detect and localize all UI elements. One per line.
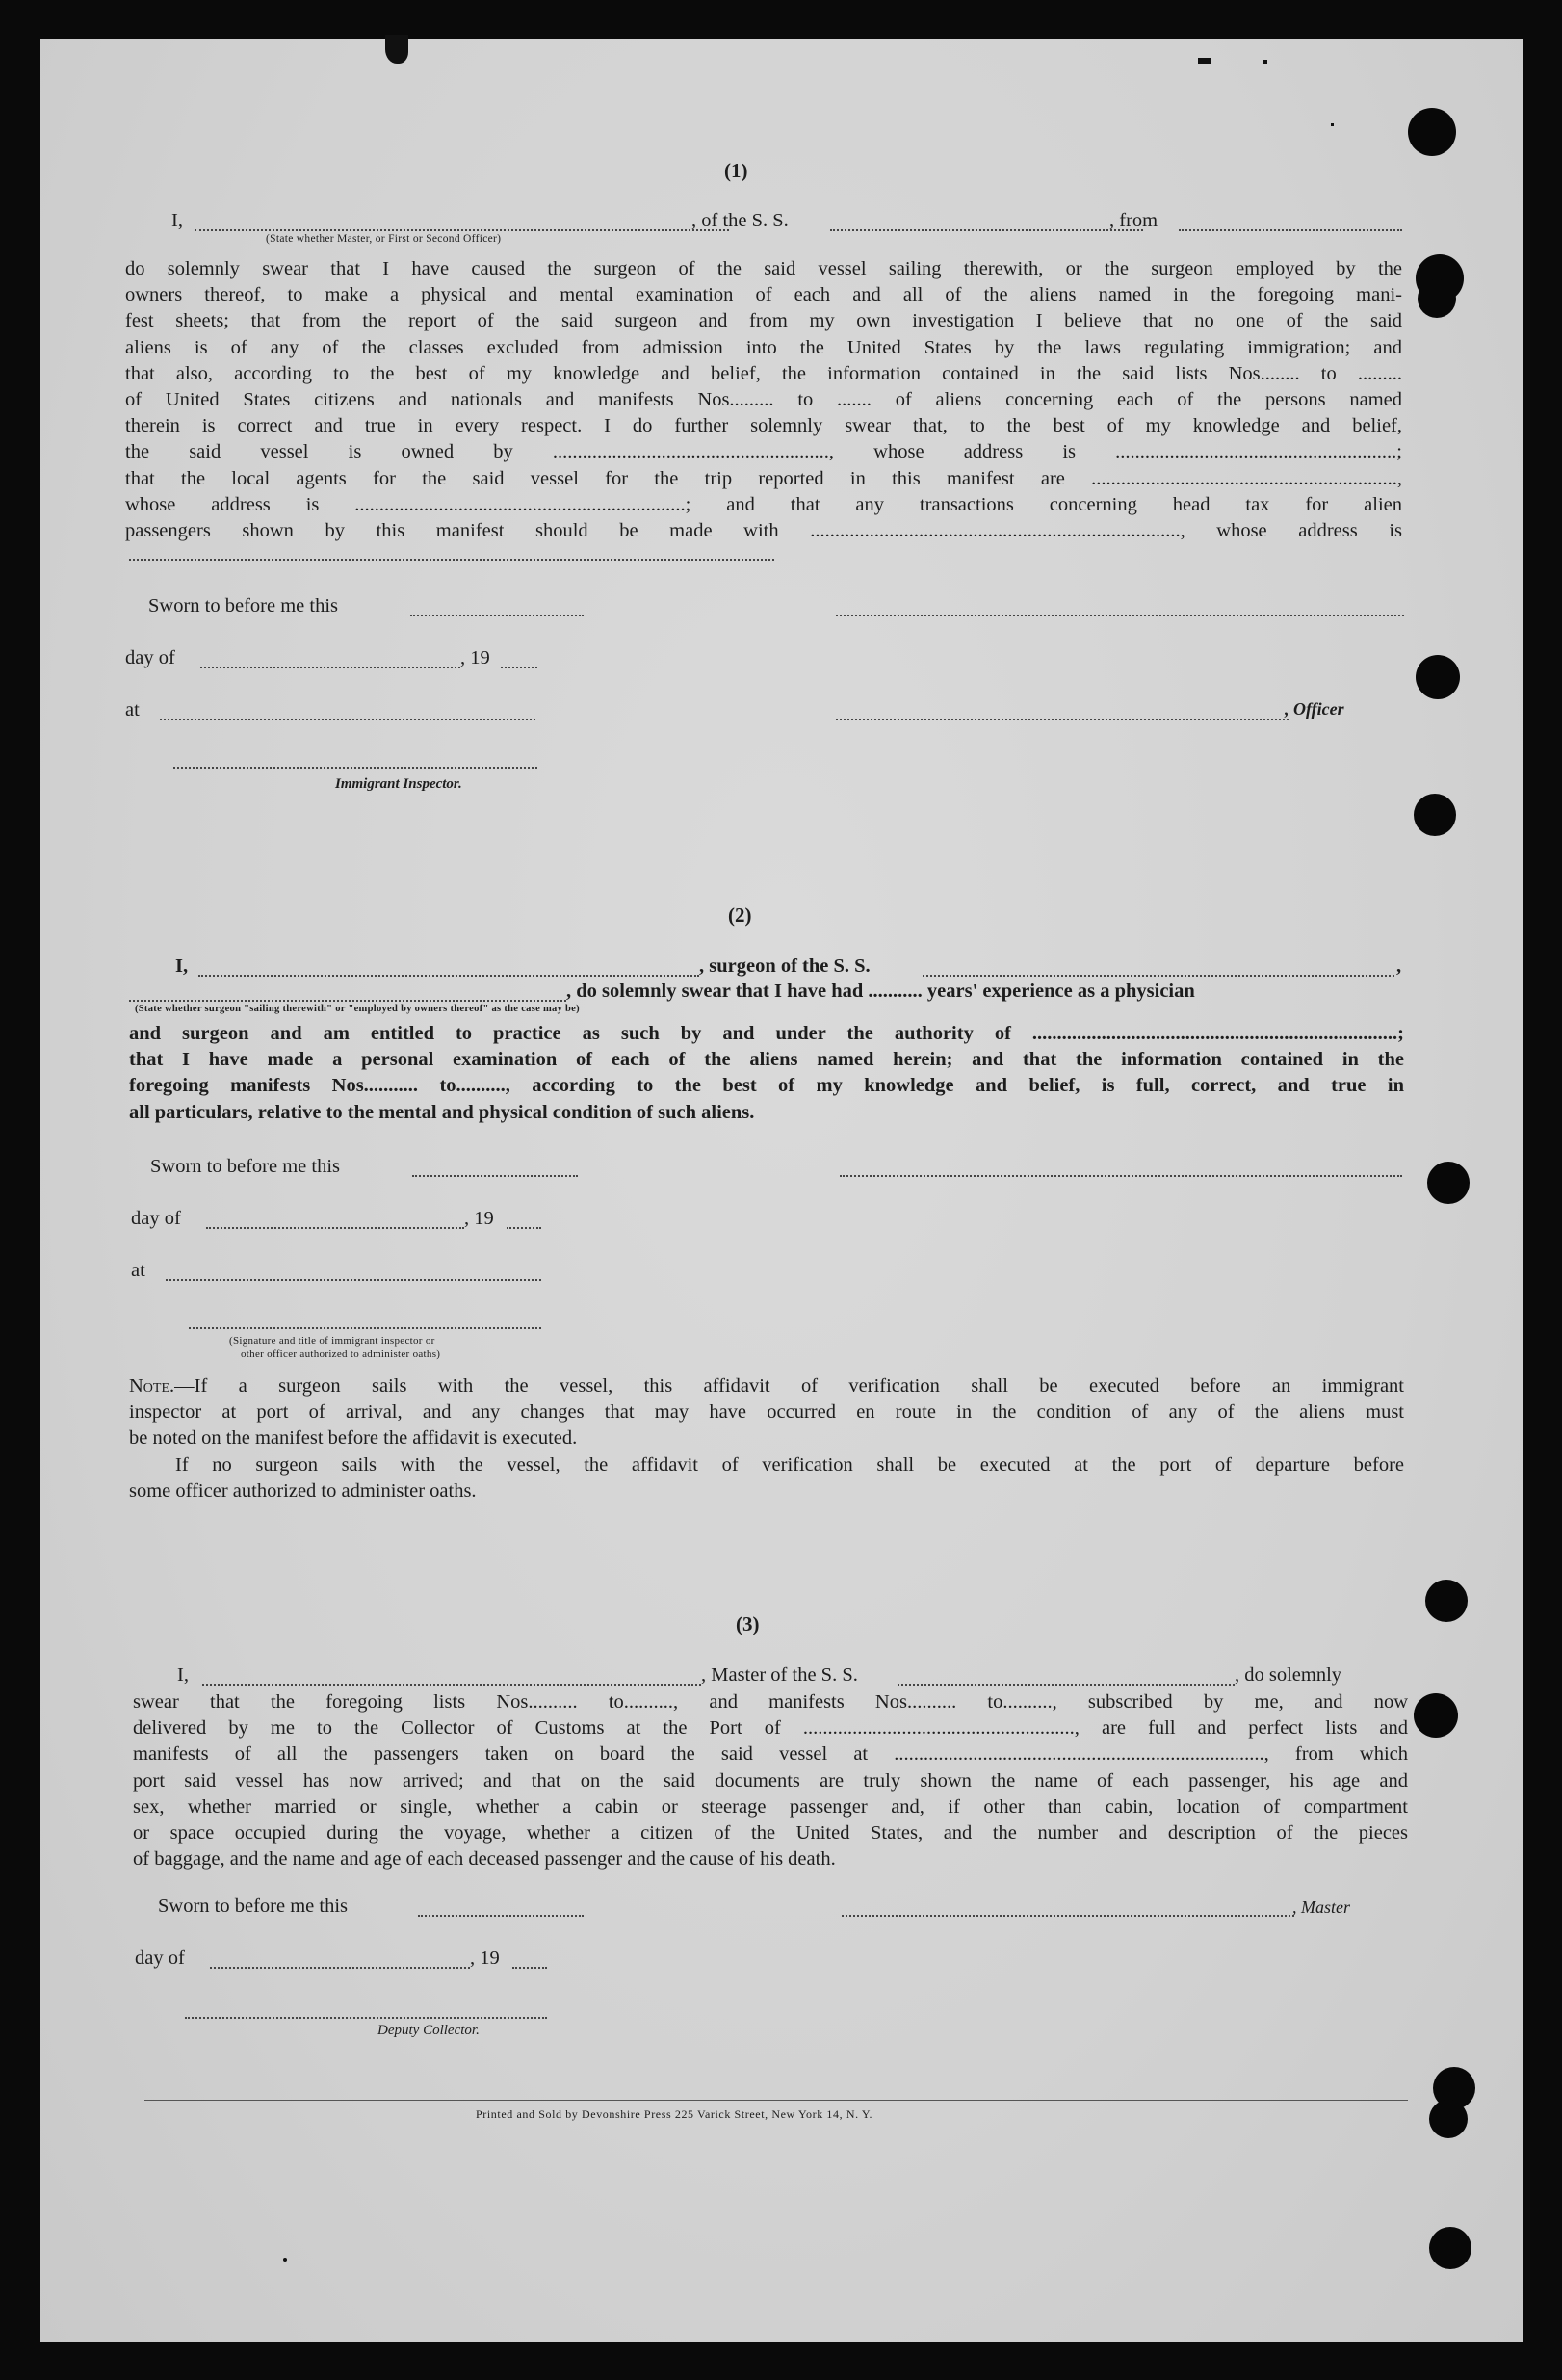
s1-inspector-signature-field[interactable] [173,767,537,769]
binder-hole [1427,1162,1470,1204]
paper-speck [283,2258,287,2262]
s3-oath-paragraph [133,1689,1408,1872]
printer-imprint: Printed and Sold by Devonshire Press 225 Varick Street, New York 14, N. Y. [476,2107,873,2121]
binder-hole [1429,2100,1468,2138]
s3-line: port said vessel has now arrived; and that on the said documents are truly shown the name of each passenger, his age and [133,1769,1408,1792]
binder-hole [1429,2227,1471,2269]
binder-hole [1414,794,1456,836]
s1-line: the said vessel is owned by ........................................................, whose address is .........................................................; [125,441,1402,463]
s1-inspector-label: Immigrant Inspector. [335,776,462,792]
paper-speck [1331,123,1334,126]
s3-year-field[interactable] [512,1967,547,1969]
s3-year-label: , 19 [470,1948,500,1969]
binder-hole [1414,1693,1458,1738]
s3-month-field[interactable] [210,1967,470,1969]
s2-oath-paragraph [129,1021,1404,1126]
s1-at-label: at [125,699,140,720]
s1-line: whose address is ...................................................................; and that any transactions concerning head tax for alien [125,493,1402,515]
s1-line: passengers shown by this manifest should be made with ..........................................................................., whose address is [125,520,1402,542]
s1-of-ss-label: , of the S. S. [691,210,789,231]
s2-signature-field[interactable] [840,1175,1402,1177]
s1-officer-hint: (State whether Master, or First or Second Officer) [266,233,502,245]
binder-hole [1418,279,1456,318]
s1-line: that also, according to the best of my knowledge and belief, the information contained in the said lists Nos........ to ......... [125,362,1402,384]
note-label: Note. [129,1375,175,1397]
s2-vessel-name-field[interactable] [923,975,1394,977]
s2-sworn-day-field[interactable] [412,1175,578,1177]
s3-master-of-ss-label: , Master of the S. S. [701,1664,858,1686]
s1-from-label: , from [1109,210,1158,231]
s1-line: do solemnly swear that I have caused the surgeon of the said vessel sailing therewith, or the surgeon employed by the [125,258,1402,279]
paper-speck [1198,58,1211,64]
s2-sig-hint-2: other officer authorized to administer oaths) [241,1348,441,1360]
s1-line: fest sheets; that from the report of the said surgeon and from my own investigation I believe that no one of the said [125,310,1402,332]
s1-line: of United States citizens and nationals and manifests Nos......... to ....... of aliens concerning each of the persons named [125,389,1402,411]
s1-headtax-address-field[interactable] [129,559,774,561]
s2-line: foregoing manifests Nos........... to.........., according to the best of my knowledge and belief, is full, correct, and true in [129,1075,1404,1097]
s3-collector-label: Deputy Collector. [377,2023,480,2038]
note-line: be noted on the manifest before the affidavit is executed. [129,1427,578,1450]
binder-hole [1416,655,1460,699]
s3-line: delivered by me to the Collector of Customs at the Port of ......................................................., are full and perfect lists and [133,1717,1408,1739]
s3-solemnly-label: , do solemnly [1235,1664,1342,1686]
binder-hole [1408,108,1456,156]
s2-surgeon-of-ss-label: , surgeon of the S. S. [699,955,871,977]
s3-sworn-label: Sworn to before me this [158,1896,348,1917]
s1-dayof-label: day of [125,647,175,668]
section-3-number: (3) [736,1612,760,1635]
s1-oath-paragraph [125,256,1402,544]
s2-dayof-label: day of [131,1208,181,1229]
s3-line: sex, whether married or single, whether a cabin or steerage passenger and, if other than cabin, location of compartment [133,1795,1408,1818]
s2-surgeon-status-field[interactable] [129,1000,566,1002]
s2-inspector-signature-field[interactable] [189,1327,541,1329]
s2-surgeon-hint: (State whether surgeon "sailing therewith" or "employed by owners thereof" as the case may be) [135,1004,580,1014]
s1-officer-signature-field[interactable] [836,719,1289,720]
s2-year-label: , 19 [464,1208,494,1229]
s2-i-label: I, [175,955,189,977]
s3-master-label: , Master [1292,1897,1350,1917]
s1-officer-label: , Officer [1285,699,1344,719]
s2-line: all particulars, relative to the mental and physical condition of such aliens. [129,1101,755,1123]
form-sheet [40,39,1523,2342]
footer-rule [144,2100,1408,2101]
s3-sworn-day-field[interactable] [418,1915,584,1917]
s3-master-signature-field[interactable] [842,1915,1294,1917]
s3-line: swear that the foregoing lists Nos.......... to.........., and manifests Nos.......... to.........., subscribed by me, and now [133,1691,1408,1713]
paper-speck [1263,60,1267,64]
s1-month-field[interactable] [200,667,460,668]
s2-sig-hint-1: (Signature and title of immigrant inspector or [229,1335,435,1347]
note-line: If no surgeon sails with the vessel, the affidavit of verification shall be executed at the port of departure before [175,1453,1404,1476]
s1-sworn-label: Sworn to before me this [148,595,338,616]
s2-at-label: at [131,1260,145,1281]
s3-i-label: I, [177,1664,189,1686]
s3-master-name-field[interactable] [202,1684,701,1686]
paper-damage [385,35,408,64]
s1-line: therein is correct and true in every respect. I do further solemnly swear that, to the best of my knowledge and belief, [125,415,1402,437]
s1-year-label: , 19 [460,647,490,668]
s3-line: of baggage, and the name and age of each deceased passenger and the cause of his death. [133,1848,836,1870]
s2-line-end: , [1396,955,1402,977]
s2-month-field[interactable] [206,1227,464,1229]
note-line: inspector at port of arrival, and any changes that may have occurred en route in the condition of any of the aliens must [129,1401,1404,1424]
note-line: some officer authorized to administer oaths. [129,1479,477,1502]
s1-line: owners thereof, to make a physical and mental examination of each and all of the aliens named in the foregoing mani- [125,284,1402,306]
s1-i-label: I, [171,210,183,231]
s3-dayof-label: day of [135,1948,185,1969]
s2-sworn-label: Sworn to before me this [150,1156,340,1177]
s3-line: manifests of all the passengers taken on board the said vessel at ..........................................................................., from which [133,1743,1408,1765]
s2-year-field[interactable] [507,1227,541,1229]
s1-year-field[interactable] [501,667,537,668]
s1-at-place-field[interactable] [160,719,535,720]
binder-hole [1425,1580,1468,1622]
s1-line: aliens is of any of the classes excluded from admission into the United States by the laws regulating immigration; and [125,336,1402,358]
s2-note [129,1373,1404,1504]
note-line: —If a surgeon sails with the vessel, this affidavit of verification shall be executed before an immigrant [174,1375,1404,1397]
s2-at-place-field[interactable] [166,1279,541,1281]
s1-sworn-day-field[interactable] [410,615,584,616]
s2-surgeon-name-field[interactable] [198,975,699,977]
s3-vessel-name-field[interactable] [898,1684,1235,1686]
s1-from-port-field[interactable] [1179,229,1402,231]
s1-line: that the local agents for the said vessel for the trip reported in this manifest are .............................................................., [125,467,1402,489]
s1-officer-name-field[interactable] [195,229,729,231]
s3-collector-signature-field[interactable] [185,2017,547,2019]
s2-years-line: , do solemnly swear that I have had ........... years' experience as a physician [566,981,1195,1002]
section-2-number: (2) [728,903,752,927]
s2-line: that I have made a personal examination of each of the aliens named herein; and that the information contained in the [129,1049,1404,1071]
s3-line: or space occupied during the voyage, whether a citizen of the United States, and the number and description of the pieces [133,1822,1408,1844]
section-1-number: (1) [724,159,748,182]
s2-line: and surgeon and am entitled to practice as such by and under the authority of ..........................................................................; [129,1023,1404,1044]
s1-signature-field[interactable] [836,615,1404,616]
s1-vessel-name-field[interactable] [830,229,1143,231]
